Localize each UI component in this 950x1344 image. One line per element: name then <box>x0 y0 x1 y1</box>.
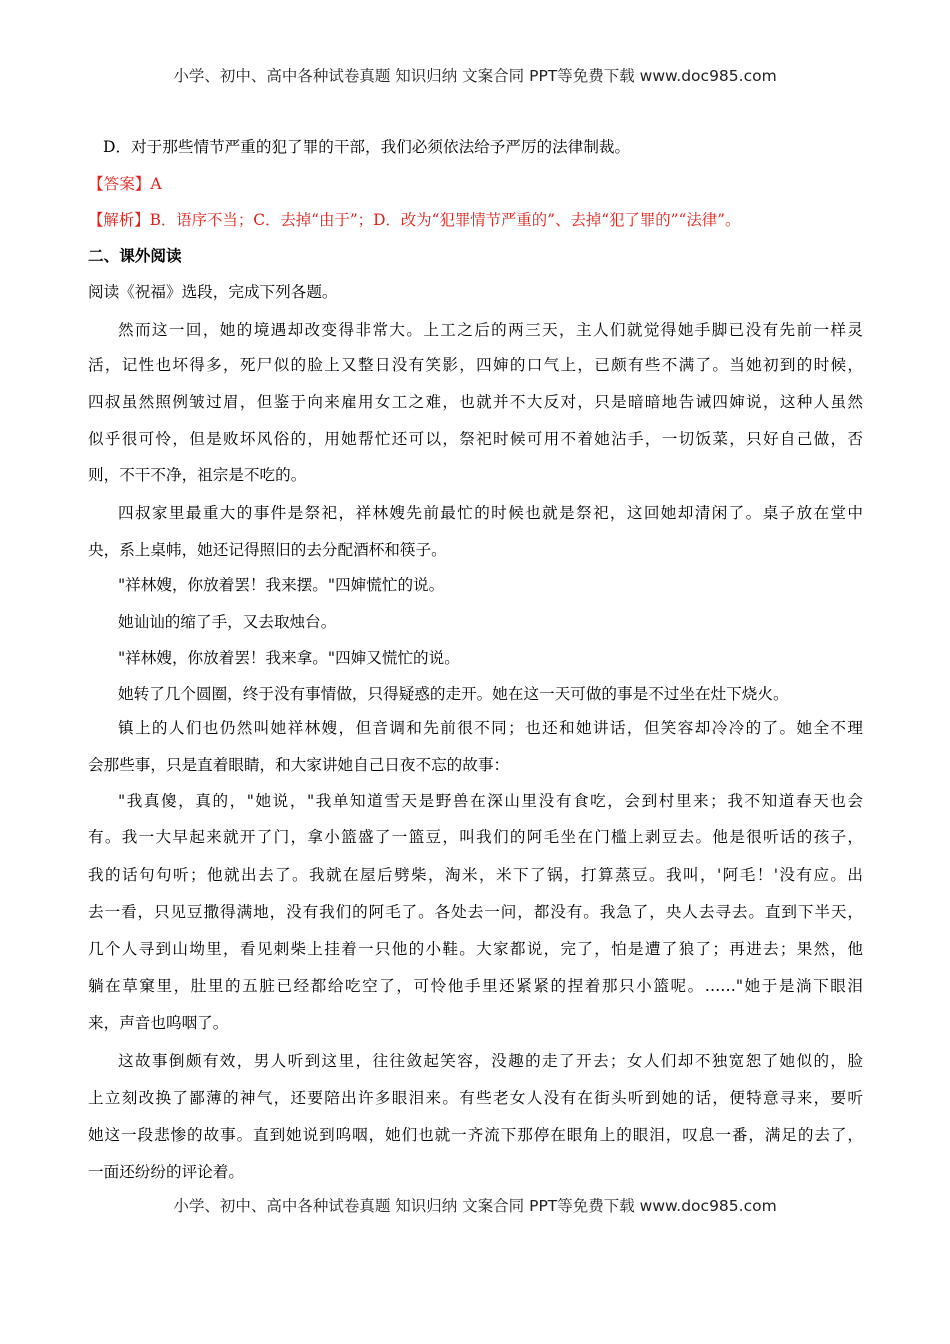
paragraph-line: 我的话句句听；他就出去了。我就在屋后劈柴，淘米，米下了锅，打算蒸豆。我叫，'阿毛！'没有应。出 <box>88 866 863 884</box>
paragraph-line: 躺在草窠里，肚里的五脏已经都给吃空了，可怜他手里还紧紧的捏着那只小篮呢。……"她于是淌下眼泪 <box>88 977 863 995</box>
paragraph-line: 会那些事，只是直着眼睛，和大家讲她自己日夜不忘的故事： <box>88 756 510 774</box>
paragraph-line: 她这一段悲惨的故事。直到她说到呜咽，她们也就一齐流下那停在眼角上的眼泪，叹息一番，满足的去了， <box>88 1126 863 1144</box>
paragraph-line: 一面还纷纷的评论着。 <box>88 1163 244 1181</box>
paragraph-line: "我真傻，真的，"她说，"我单知道雪天是野兽在深山里没有食吃，会到村里来；我不知道春天也会 <box>118 792 863 810</box>
section-title: 二、课外阅读 <box>88 246 182 265</box>
paragraph-line: 她讪讪的缩了手，又去取烛台。 <box>118 613 337 631</box>
paragraph-line: 央，系上桌帏，她还记得照旧的去分配酒杯和筷子。 <box>88 541 447 559</box>
page-footer: 小学、初中、高中各种试卷真题 知识归纳 文案合同 PPT等免费下载 www.doc985.com <box>173 1197 777 1215</box>
paragraph-line: 去一看，只见豆撒得满地，没有我们的阿毛了。各处去一问，都没有。我急了，央人去寻去。直到下半天， <box>88 903 863 921</box>
paragraph-line: 则，不干不净，祖宗是不吃的。 <box>88 466 307 484</box>
paragraph-line: "祥林嫂，你放着罢！我来拿。"四婶又慌忙的说。 <box>118 649 460 667</box>
paragraph-line: 上立刻改换了鄙薄的神气，还要陪出许多眼泪来。有些老女人没有在街头听到她的话，便特意寻来，要听 <box>88 1089 863 1107</box>
analysis: 【解析】B．语序不当；C．去掉“由于”；D．改为“犯罪情节严重的”、去掉“犯了罪的”“法律”。 <box>88 211 741 229</box>
paragraph-line: 四叔家里最重大的事件是祭祀，祥林嫂先前最忙的时候也就是祭祀，这回她却清闲了。桌子放在堂中 <box>118 504 863 522</box>
paragraph-line: 四叔虽然照例皱过眉，但鉴于向来雇用女工之难，也就并不大反对，只是暗暗地告诫四婶说，这种人虽然 <box>88 393 863 411</box>
paragraph-line: "祥林嫂，你放着罢！我来摆。"四婶慌忙的说。 <box>118 576 445 594</box>
page-header: 小学、初中、高中各种试卷真题 知识归纳 文案合同 PPT等免费下载 www.doc985.com <box>173 67 777 85</box>
paragraph-line: 似乎很可怜，但是败坏风俗的，用她帮忙还可以，祭祀时候可用不着她沾手，一切饭菜，只好自己做，否 <box>88 430 863 448</box>
paragraph-line: 几个人寻到山坳里，看见刺柴上挂着一只他的小鞋。大家都说，完了，怕是遭了狼了；再进去；果然，他 <box>88 940 863 958</box>
paragraph-line: 这故事倒颇有效，男人听到这里，往往敛起笑容，没趣的走了开去；女人们却不独宽恕了她似的，脸 <box>118 1052 863 1070</box>
answer: 【答案】A <box>88 175 162 193</box>
paragraph-line: 镇上的人们也仍然叫她祥林嫂，但音调和先前很不同；也还和她讲话，但笑容却冷冷的了。她全不理 <box>118 719 863 737</box>
paragraph-line: 然而这一回，她的境遇却改变得非常大。上工之后的两三天，主人们就觉得她手脚已没有先前一样灵 <box>118 321 863 339</box>
paragraph-line: 来，声音也呜咽了。 <box>88 1014 229 1032</box>
option-d: D．对于那些情节严重的犯了罪的干部，我们必须依法给予严厉的法律制裁。 <box>103 138 631 156</box>
paragraph-line: 她转了几个圆圈，终于没有事情做，只得疑惑的走开。她在这一天可做的事是不过坐在灶下烧火。 <box>118 685 789 703</box>
paragraph-line: 有。我一大早起来就开了门，拿小篮盛了一篮豆，叫我们的阿毛坐在门槛上剥豆去。他是很听话的孩子， <box>88 828 863 846</box>
paragraph-line: 活，记性也坏得多，死尸似的脸上又整日没有笑影，四婶的口气上，已颇有些不满了。当她初到的时候， <box>88 356 863 374</box>
instruction: 阅读《祝福》选段，完成下列各题。 <box>88 283 338 301</box>
